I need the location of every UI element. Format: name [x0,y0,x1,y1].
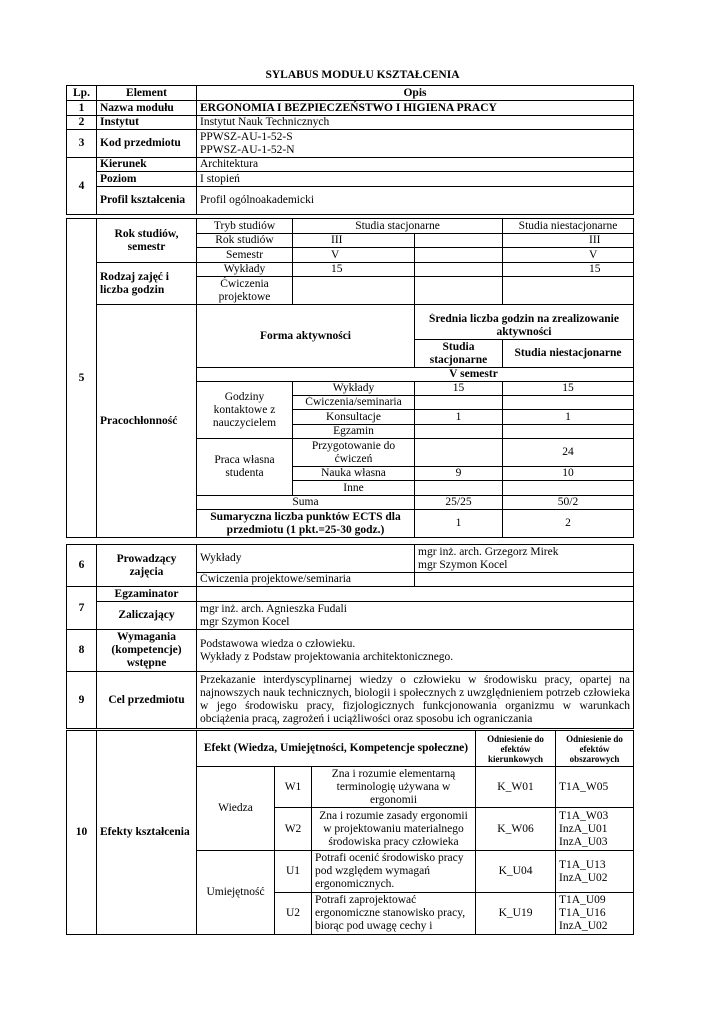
zal-name-2: mgr Szymon Kocel [200,615,290,628]
semestr-label: Semestr [197,248,293,263]
label-egzaminator: Egzaminator [97,587,197,602]
g-cw-n [503,396,634,410]
tryb-label: Tryb studiów [197,219,293,234]
wyklady-label: Wykłady [197,263,293,277]
k-u1: K_U04 [476,851,556,893]
spacer [415,305,634,313]
label-rodzaj-zajec: Rodzaj zajęć i liczba godzin [97,263,197,305]
o-u2 [556,893,634,935]
label-kierunek: Kierunek [97,158,197,172]
o-w1-0: T1A_W05 [559,780,609,793]
header-lp: Lp. [67,86,97,101]
desc-w1: Zna i rozumie elementarną terminologię używana w ergonomii [312,767,476,808]
suma-s: 25/25 [415,496,503,510]
godziny-kontaktowe: Godziny kontaktowe z nauczycielem [197,382,293,439]
lp-1: 1 [67,101,97,116]
p-przygotowanie: Przygotowanie do ćwiczeń [293,439,415,467]
o-w2-1: InzA_U01 [559,822,608,835]
header-row [67,86,634,101]
code-u1: U1 [275,851,312,893]
label-rok-studiow: Rok studiów, semestr [97,219,197,263]
desc-u1: Potrafi ocenić środowisko pracy pod względem wymagań ergonomicznych. [312,851,476,893]
o-w2-0: T1A_W03 [559,809,609,822]
odn-obsz-header: Odniesienie do efektów obszarowych [556,731,634,767]
rok-n: III [503,234,634,248]
wyk-s-empty [415,263,503,277]
g-wyk-n: 15 [503,382,634,396]
lp-4: 4 [67,158,97,215]
p-nauka-n: 10 [503,467,634,481]
wyk-n: 15 [503,263,634,277]
value-instytut: Instytut Nauk Technicznych [197,116,634,130]
label-poziom: Poziom [97,172,197,187]
g-konsultacje: Konsultacje [293,410,415,425]
label-efekty: Efekty kształcenia [97,731,197,935]
k-u2: K_U19 [476,893,556,935]
label-kod: Kod przedmiotu [97,130,197,158]
label-cel: Cel przedmiotu [97,672,197,729]
lp-7: 7 [67,587,97,630]
row-10-table [66,730,634,935]
g-egzamin: Egzamin [293,425,415,439]
g-egz-n [503,425,634,439]
p-nauka: Nauka własna [293,467,415,481]
desc-u2: Potrafi zaprojektować ergonomiczne stanowisko pracy, biorąc pod uwagę cechy i [312,893,476,935]
o-u2-1: T1A_U16 [559,907,606,919]
page-title: SYLABUS MODUŁU KSZTAŁCENIA [265,69,460,81]
kod-s: PPWSZ-AU-1-52-S [200,130,293,143]
forma-aktywnosci: Forma aktywności [197,305,415,368]
header-element: Element [97,86,197,101]
prow-name-2: mgr Szymon Kocel [418,558,508,571]
o-u1-1: InzA_U02 [559,871,608,884]
g-kons-n: 1 [503,410,634,425]
label-prowadzacy: Prowadzący zajęcia [97,545,197,587]
odn-kier-header: Odniesienie do efektów kierunkowych [476,731,556,767]
rok-s: III [293,234,415,248]
kod-n: PPWSZ-AU-1-52-N [200,143,295,156]
g-wyk-s: 15 [415,382,503,396]
o-u1 [556,851,634,893]
lp-3: 3 [67,130,97,158]
o-w2-2: InzA_U03 [559,835,608,848]
lp-9: 9 [67,672,97,729]
o-u1-0: T1A_U13 [559,858,606,871]
desc-w2: Zna i rozumie zasady ergonomii w projektowaniu materialnego środowiska pracy człowieka [312,808,476,851]
label-instytut: Instytut [97,116,197,130]
sem-s-empty [415,248,503,263]
row-4-kierunek [67,158,634,172]
o-u2-2: InzA_U02 [559,920,608,932]
lp-2: 2 [67,116,97,130]
g-kons-s: 1 [415,410,503,425]
p-inne: Inne [293,481,415,496]
k-w2: K_W06 [476,808,556,851]
value-kierunek: Architektura [197,158,634,172]
niestac-col: Studia niestacjonarne [503,340,634,368]
g-cwiczenia: Ćwiczenia/seminaria [293,396,415,410]
syllabus-table [66,85,634,215]
v-semestr: V semestr [197,368,634,382]
row-3 [67,130,634,158]
p-przyg-s [415,439,503,467]
cat-umiejetnosc: Umiejętność [197,851,275,935]
prow-name-1: mgr inż. arch. Grzegorz Mirek [418,545,559,558]
zal-name-1: mgr inż. arch. Agnieszka Fudali [200,602,347,615]
row-1 [67,101,634,116]
sem-s: V [293,248,415,263]
cw-n [503,277,634,305]
p-przyg-n: 24 [503,439,634,467]
label-wymagania: Wymagania (kompetencje) wstępne [97,630,197,672]
wym-2: Wykłady z Podstaw projektowania architektonicznego. [200,650,454,663]
value-nazwa: ERGONOMIA I BEZPIECZEŃSTWO I HIGIENA PRACY [197,101,634,116]
label-nazwa: Nazwa modułu [97,101,197,116]
rok-label: Rok studiów [197,234,293,248]
value-egzaminator [197,587,634,602]
value-poziom: I stopień [197,172,634,187]
code-w1: W1 [275,767,312,808]
cw-s [293,277,415,305]
lp-5: 5 [67,219,97,538]
rows-6-9-table [66,544,634,729]
value-kod [197,130,634,158]
rok-s-empty [415,234,503,248]
suma-label: Suma [197,496,415,510]
header-opis: Opis [197,86,634,101]
ects-s: 1 [415,510,503,538]
code-u2: U2 [275,893,312,935]
prow-cw-names [415,573,634,587]
cat-wiedza: Wiedza [197,767,275,851]
lp-8: 8 [67,630,97,672]
p-inne-n [503,481,634,496]
lp-10: 10 [67,731,97,935]
lp-6: 6 [67,545,97,587]
prow-wyklady: Wykłady [197,545,415,573]
wyk-s: 15 [293,263,415,277]
prow-wyk-names [415,545,634,573]
o-w2 [556,808,634,851]
code-w2: W2 [275,808,312,851]
g-cw-s [415,396,503,410]
label-zaliczajacy: Zaliczający [97,602,197,630]
row-4-profil [67,187,634,215]
p-nauka-s: 9 [415,467,503,481]
value-profil: Profil ogólnoakademicki [197,187,634,215]
value-cel: Przekazanie interdyscyplinarnej wiedzy o człowieku w środowisku pracy, opartej na najnowszych nauk technicznych, biologii i społecznych z uwzględnieniem potrzeb człowieka w jego środowisku pracy, fizjologicznych funkcjonowania organizmu w warunkach obciążenia pracą, zagrożeń i uciążliwości oraz sposobu ich ograniczania [197,672,634,729]
label-pracochlonnosc: Pracochłonność [97,305,197,538]
niestac-label: Studia niestacjonarne [503,219,634,234]
value-zaliczajacy [197,602,634,630]
ects-label: Sumaryczna liczba punktów ECTS dla przedmiotu (1 pkt.=25-30 godz.) [197,510,415,538]
wym-1: Podstawowa wiedza o człowieku. [200,637,356,650]
g-egz-s [415,425,503,439]
stac-label: Studia stacjonarne [293,219,503,234]
p-inne-s [415,481,503,496]
cw-s2 [415,277,503,305]
efekt-header: Efekt (Wiedza, Umiejętności, Kompetencje społeczne) [197,731,476,767]
suma-n: 50/2 [503,496,634,510]
row-2 [67,116,634,130]
o-w1 [556,767,634,808]
ects-n: 2 [503,510,634,538]
row-5-table [66,218,634,538]
o-u2-0: T1A_U09 [559,894,606,906]
g-wyklady: Wykłady [293,382,415,396]
label-profil: Profil kształcenia [97,187,197,215]
praca-wlasna: Praca własna studenta [197,439,293,496]
cwiczenia-label: Ćwiczenia projektowe [197,277,293,305]
srednia-liczba: Średnia liczba godzin na zrealizowanie aktywności [415,313,634,340]
sem-n: V [503,248,634,263]
prow-cwiczenia: Ćwiczenia projektowe/seminaria [197,573,415,587]
k-w1: K_W01 [476,767,556,808]
row-4-poziom [67,172,634,187]
value-wymagania [197,630,634,672]
stac-col: Studia stacjonarne [415,340,503,368]
